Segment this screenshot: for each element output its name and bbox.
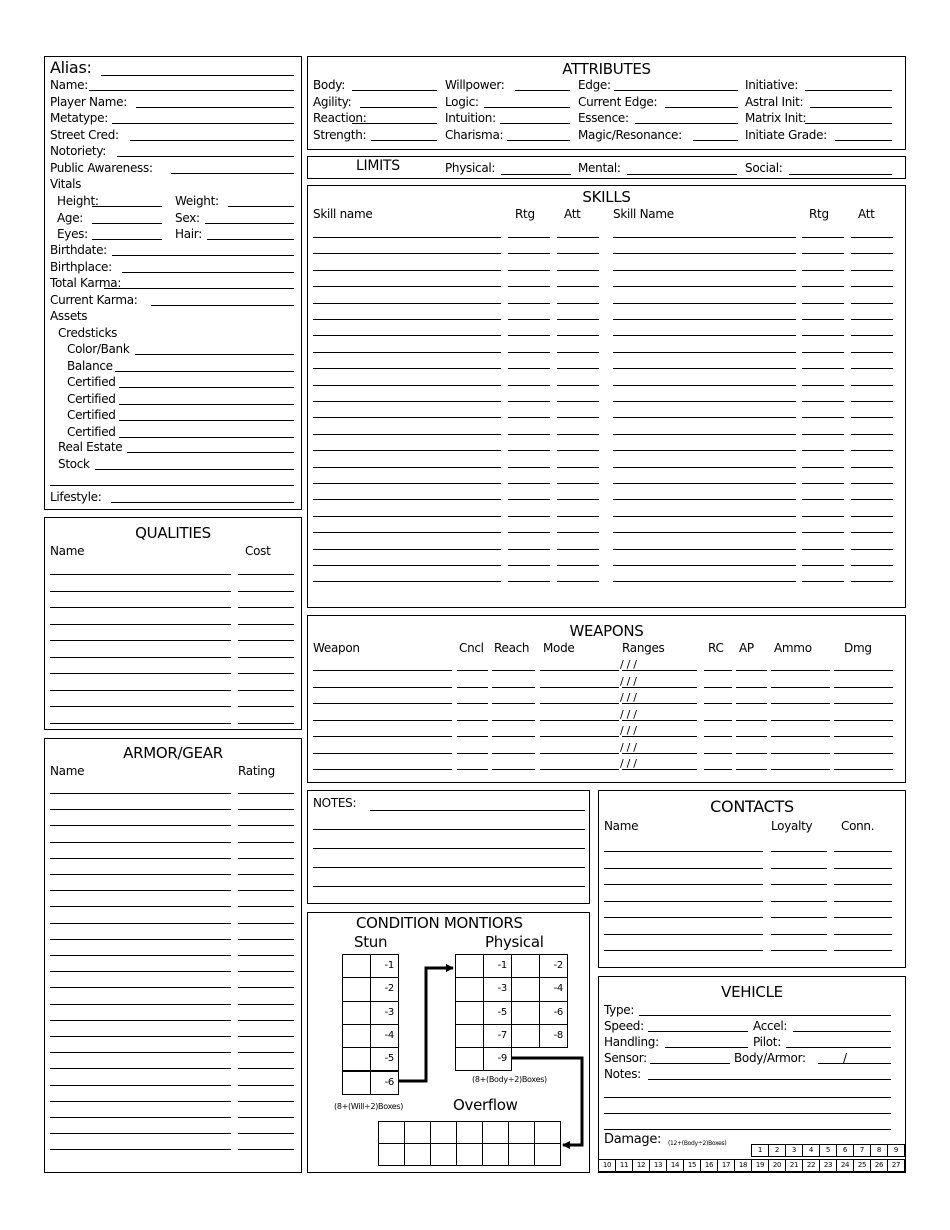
weapon-ranges-separator: / / / bbox=[620, 691, 637, 704]
weapon-ranges-separator: / / / bbox=[620, 724, 637, 737]
vehicle-notes-field[interactable] bbox=[648, 1079, 891, 1080]
vehicle-damage-box[interactable]: 27 bbox=[887, 1159, 905, 1172]
vehicle-handling-label: Handling: bbox=[604, 1035, 659, 1049]
limits-title: LIMITS bbox=[356, 158, 400, 174]
vehicle-damage-box[interactable]: 2 bbox=[768, 1144, 786, 1157]
vitals-weight-label: Weight: bbox=[175, 194, 219, 208]
overflow-label: Overflow bbox=[453, 1096, 518, 1114]
vitals-height-label: Height: bbox=[57, 194, 99, 208]
weapon-ranges-separator: / / / bbox=[620, 757, 637, 770]
stun-formula: (8+(Will÷2)Boxes) bbox=[334, 1102, 404, 1111]
weapon-ranges-separator: / / / bbox=[620, 707, 637, 721]
vehicle-damage-box[interactable]: 16 bbox=[700, 1159, 718, 1172]
weapons-col-cncl: Cncl bbox=[459, 641, 484, 655]
attr-initiative-label: Initiative: bbox=[745, 78, 799, 92]
attr-astral-init-label: Astral Init: bbox=[745, 94, 804, 109]
metatype-label: Metatype: bbox=[50, 111, 108, 125]
vehicle-damage-box[interactable]: 4 bbox=[802, 1144, 820, 1157]
vehicle-speed-label: Speed: bbox=[604, 1019, 644, 1033]
stun-to-physical-arrow bbox=[399, 968, 453, 1081]
vitals-age-label: Age: bbox=[57, 210, 84, 225]
vehicle-damage-box[interactable]: 10 bbox=[598, 1159, 616, 1172]
credstick-field-label: Certified bbox=[67, 391, 116, 406]
public-awareness-label: Public Awareness: bbox=[50, 160, 153, 175]
birthdate-label: Birthdate: bbox=[50, 243, 107, 257]
physical-modifier: -6 bbox=[553, 1006, 563, 1018]
vehicle-type-label: Type: bbox=[604, 1003, 635, 1017]
limit-mental-label: Mental: bbox=[578, 161, 621, 175]
total-karma-label: Total Karma: bbox=[50, 276, 122, 290]
vehicle-damage-box[interactable]: 11 bbox=[615, 1159, 633, 1172]
vehicle-damage-box[interactable]: 13 bbox=[649, 1159, 667, 1172]
alias-label: Alias: bbox=[50, 58, 92, 77]
physical-modifier: -2 bbox=[553, 960, 563, 971]
vehicle-body-armor-slash: / bbox=[843, 1051, 847, 1065]
skills-col-att2: Att bbox=[858, 207, 875, 221]
physical-modifier: -3 bbox=[497, 983, 507, 995]
attr-strength-label: Strength: bbox=[313, 127, 367, 142]
stun-modifier: -2 bbox=[384, 983, 394, 995]
name-label: Name: bbox=[50, 78, 88, 92]
vehicle-damage-box[interactable]: 24 bbox=[836, 1159, 854, 1172]
condition-title: CONDITION MONTIORS bbox=[356, 914, 523, 932]
qualities-col-name: Name bbox=[50, 544, 85, 558]
vehicle-damage-box[interactable]: 6 bbox=[836, 1144, 854, 1157]
vehicle-damage-box[interactable]: 23 bbox=[819, 1159, 837, 1172]
physical-modifier: -1 bbox=[497, 960, 507, 971]
vehicle-sensor-field[interactable] bbox=[650, 1063, 730, 1064]
attr-agility-label: Agility: bbox=[313, 94, 352, 109]
vehicle-damage-box[interactable]: 7 bbox=[853, 1144, 871, 1157]
lifestyle-label: Lifestyle: bbox=[50, 490, 102, 504]
qualities-col-cost: Cost bbox=[245, 544, 271, 558]
vehicle-notes-label: Notes: bbox=[604, 1067, 641, 1081]
stun-modifier: -4 bbox=[384, 1029, 394, 1041]
limit-social-label: Social: bbox=[745, 161, 783, 175]
physical-formula: (8+(Body÷2)Boxes) bbox=[472, 1075, 547, 1084]
birthplace-label: Birthplace: bbox=[50, 259, 112, 274]
vitals-hair-label: Hair: bbox=[175, 227, 202, 241]
armor-col-rating: Rating bbox=[238, 764, 275, 778]
physical-modifier: -7 bbox=[497, 1029, 507, 1041]
physical-modifier: -8 bbox=[553, 1029, 563, 1041]
vehicle-handling-field[interactable] bbox=[665, 1047, 748, 1048]
vehicle-damage-formula: (12+(Body÷2)Boxes) bbox=[668, 1140, 727, 1147]
vitals-sex-label: Sex: bbox=[175, 210, 200, 225]
vehicle-body-armor-field[interactable] bbox=[818, 1063, 891, 1064]
vehicle-damage-box[interactable]: 19 bbox=[751, 1159, 769, 1172]
weapons-col-ap: AP bbox=[739, 641, 754, 655]
stun-label: Stun bbox=[354, 933, 388, 951]
assets-label: Assets bbox=[50, 309, 88, 323]
skills-col-skill: Skill name bbox=[313, 207, 373, 221]
vehicle-type-field[interactable] bbox=[639, 1015, 891, 1016]
contacts-col-name: Name bbox=[604, 819, 639, 833]
vehicle-damage-box[interactable]: 25 bbox=[853, 1159, 871, 1172]
stun-modifier: -5 bbox=[384, 1053, 394, 1065]
vehicle-damage-box[interactable]: 20 bbox=[768, 1159, 786, 1172]
attr-body-label: Body: bbox=[313, 78, 345, 92]
contacts-title: CONTACTS bbox=[710, 797, 794, 816]
vehicle-damage-box[interactable]: 1 bbox=[751, 1144, 769, 1157]
credstick-field-label: Certified bbox=[67, 375, 116, 389]
qualities-title: QUALITIES bbox=[135, 524, 211, 542]
stun-modifier: -1 bbox=[384, 960, 394, 971]
weapons-col-reach: Reach bbox=[494, 641, 530, 655]
skills-col-skill2: Skill Name bbox=[613, 207, 674, 221]
vehicle-damage-box[interactable]: 26 bbox=[870, 1159, 888, 1172]
weapon-ranges-separator: / / / bbox=[620, 674, 637, 688]
vehicle-damage-box[interactable]: 14 bbox=[666, 1159, 684, 1172]
weapons-col-dmg: Dmg bbox=[844, 641, 872, 655]
vehicle-damage-box[interactable]: 17 bbox=[717, 1159, 735, 1172]
vehicle-damage-box[interactable]: 5 bbox=[819, 1144, 837, 1157]
vehicle-damage-box[interactable]: 3 bbox=[785, 1144, 803, 1157]
weapons-col-ammo: Ammo bbox=[774, 641, 812, 655]
attr-edge-label: Edge: bbox=[578, 78, 611, 92]
notes-label: NOTES: bbox=[313, 796, 357, 810]
armor-col-name: Name bbox=[50, 764, 85, 778]
physical-label: Physical bbox=[485, 933, 544, 951]
street-cred-label: Street Cred: bbox=[50, 127, 119, 142]
vehicle-notes-field[interactable] bbox=[604, 1113, 891, 1114]
credstick-field-label: Certified bbox=[67, 424, 116, 439]
notoriety-label: Notoriety: bbox=[50, 144, 106, 158]
vitals-label: Vitals bbox=[50, 177, 82, 191]
vehicle-damage-box[interactable]: 18 bbox=[734, 1159, 752, 1172]
vitals-eyes-label: Eyes: bbox=[57, 227, 88, 241]
vehicle-accel-field[interactable] bbox=[793, 1031, 891, 1032]
vehicle-speed-field[interactable] bbox=[648, 1031, 748, 1032]
stun-modifier: -3 bbox=[384, 1006, 394, 1018]
attr-intuition-label: Intuition: bbox=[445, 111, 496, 125]
attr-magic-resonance-label: Magic/Resonance: bbox=[578, 127, 682, 142]
vehicle-damage-box[interactable]: 9 bbox=[887, 1144, 905, 1157]
current-karma-label: Current Karma: bbox=[50, 292, 138, 307]
real-estate-label: Real Estate bbox=[58, 440, 123, 454]
credsticks-label: Credsticks bbox=[58, 326, 118, 340]
vehicle-pilot-label: Pilot: bbox=[753, 1035, 781, 1049]
weapons-col-mode: Mode bbox=[543, 641, 575, 655]
attr-willpower-label: Willpower: bbox=[445, 78, 505, 92]
weapons-col-ranges: Ranges bbox=[622, 641, 665, 655]
physical-modifier: -4 bbox=[553, 983, 563, 995]
vehicle-damage-box[interactable]: 15 bbox=[683, 1159, 701, 1172]
skills-title: SKILLS bbox=[582, 188, 631, 206]
credstick-field-label: Color/Bank bbox=[67, 342, 130, 356]
attr-current-edge-label: Current Edge: bbox=[578, 94, 658, 109]
weapons-col-weapon: Weapon bbox=[313, 641, 360, 655]
vehicle-damage-box[interactable]: 21 bbox=[785, 1159, 803, 1172]
vehicle-damage-box[interactable]: 8 bbox=[870, 1144, 888, 1157]
vehicle-damage-box[interactable]: 12 bbox=[632, 1159, 650, 1172]
physical-to-overflow-arrow bbox=[512, 1058, 582, 1145]
vehicle-notes-field[interactable] bbox=[604, 1129, 891, 1130]
skills-col-rtg2: Rtg bbox=[809, 207, 829, 221]
physical-modifier: -5 bbox=[497, 1006, 507, 1018]
vehicle-title: VEHICLE bbox=[721, 983, 783, 1001]
weapons-title: WEAPONS bbox=[569, 622, 644, 640]
skills-col-att: Att bbox=[564, 207, 581, 221]
armor-gear-title: ARMOR/GEAR bbox=[123, 744, 223, 762]
vehicle-body-armor-label: Body/Armor: bbox=[734, 1051, 806, 1065]
limit-physical-label: Physical: bbox=[445, 161, 496, 175]
attr-matrix-init-label: Matrix Init: bbox=[745, 111, 807, 125]
vehicle-notes-field[interactable] bbox=[604, 1097, 891, 1098]
attr-essence-label: Essence: bbox=[578, 111, 629, 125]
weapon-ranges-separator: / / / bbox=[620, 658, 637, 671]
vehicle-sensor-label: Sensor: bbox=[604, 1051, 647, 1065]
credstick-field-label: Balance bbox=[67, 358, 113, 373]
skills-col-rtg: Rtg bbox=[515, 207, 535, 221]
contacts-col-loyalty: Loyalty bbox=[771, 819, 813, 833]
attr-reaction-label: Reaction: bbox=[313, 111, 367, 125]
stock-label: Stock bbox=[58, 457, 90, 471]
credstick-field-label: Certified bbox=[67, 408, 116, 422]
stun-modifier: -6 bbox=[384, 1076, 394, 1088]
weapons-col-rc: RC bbox=[708, 641, 724, 655]
vehicle-pilot-field[interactable] bbox=[786, 1047, 891, 1048]
vehicle-damage-label: Damage: bbox=[604, 1132, 662, 1147]
weapon-ranges-separator: / / / bbox=[620, 740, 637, 754]
vehicle-damage-box[interactable]: 22 bbox=[802, 1159, 820, 1172]
attr-initiate-grade-label: Initiate Grade: bbox=[745, 127, 827, 142]
attributes-title: ATTRIBUTES bbox=[562, 60, 651, 78]
attr-charisma-label: Charisma: bbox=[445, 127, 504, 142]
attr-logic-label: Logic: bbox=[445, 94, 479, 109]
contacts-col-conn: Conn. bbox=[841, 819, 875, 833]
vehicle-accel-label: Accel: bbox=[753, 1019, 788, 1033]
player-name-label: Player Name: bbox=[50, 94, 128, 109]
physical-modifier: -9 bbox=[497, 1053, 507, 1065]
